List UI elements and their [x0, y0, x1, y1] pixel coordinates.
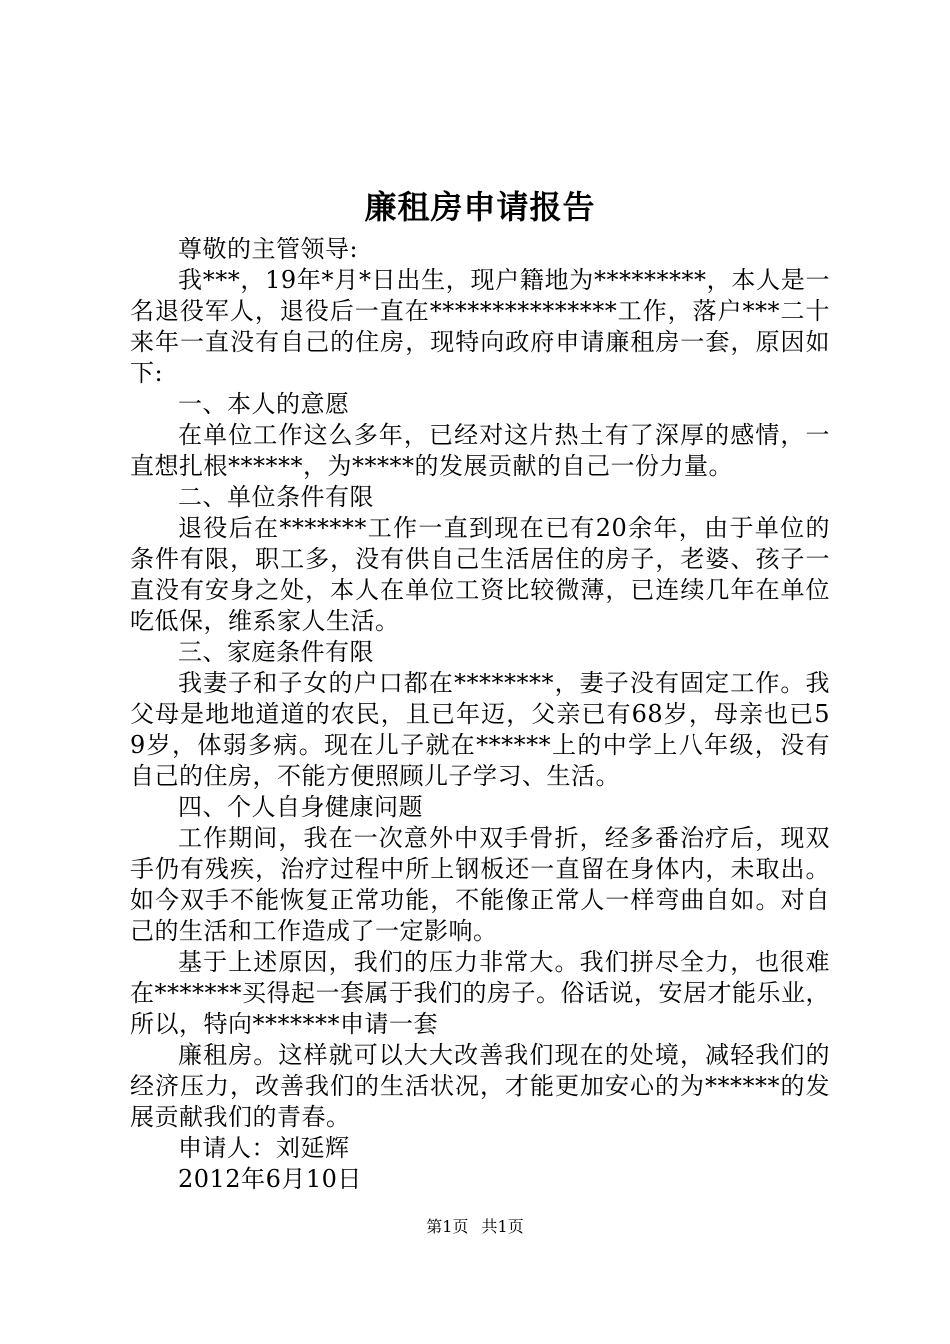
section-body-1: 在单位工作这么多年，已经对这片热土有了深厚的感情，一直想扎根******，为*****的发展贡献的自己一份力量。	[130, 421, 830, 480]
applicant-signature: 申请人：刘延辉	[178, 1134, 350, 1162]
conclusion-continued: 廉租房。这样就可以大大改善我们现在的处境，减轻我们的经济压力，改善我们的生活状况，才能更加安心的为******的发展贡献我们的青春。	[130, 1041, 830, 1131]
intro-paragraph: 我***，19年*月*日出生，现户籍地为*********，本人是一名退役军人，退役后一直在***************工作，落户***二十来年一直没有自己的住房，现特向政府申请廉租房一套，原因如下:	[130, 266, 830, 387]
salutation: 尊敬的主管领导:	[178, 235, 359, 263]
section-body-2: 退役后在*******工作一直到现在已有20余年，由于单位的条件有限，职工多，没有供自己生活居住的房子，老婆、孩子一直没有安身之处，本人在单位工资比较微薄，已连续几年在单位吃低保，维系家人生活。	[130, 514, 830, 635]
section-heading-1: 一、本人的意愿	[178, 390, 350, 418]
section-heading-4: 四、个人自身健康问题	[178, 793, 423, 821]
section-body-3: 我妻子和子女的户口都在********，妻子没有固定工作。我父母是地地道道的农民，且已年迈，父亲已有68岁，母亲也已59岁，体弱多病。现在儿子就在******上的中学上八年级，没有自己的住房，不能方便照顾儿子学习、生活。	[130, 669, 830, 790]
section-heading-2: 二、单位条件有限	[178, 483, 374, 511]
page-footer	[0, 1216, 950, 1238]
section-heading-3: 三、家庭条件有限	[178, 638, 374, 666]
document-page	[130, 182, 830, 1195]
page-total: 共1页	[481, 1217, 524, 1236]
application-date: 2012年6月10日	[178, 1165, 362, 1193]
section-body-4: 工作期间，我在一次意外中双手骨折，经多番治疗后，现双手仍有残疾，治疗过程中所上钢板还一直留在身体内，未取出。如今双手不能恢复正常功能，不能像正常人一样弯曲自如。对自己的生活和工作造成了一定影响。	[130, 824, 830, 945]
page-number: 第1页	[426, 1217, 469, 1236]
document-title: 廉租房申请报告	[364, 188, 596, 226]
conclusion-paragraph: 基于上述原因，我们的压力非常大。我们拼尽全力，也很难在*******买得起一套属于我们的房子。俗话说，安居才能乐业，所以，特向*******申请一套	[130, 948, 830, 1038]
